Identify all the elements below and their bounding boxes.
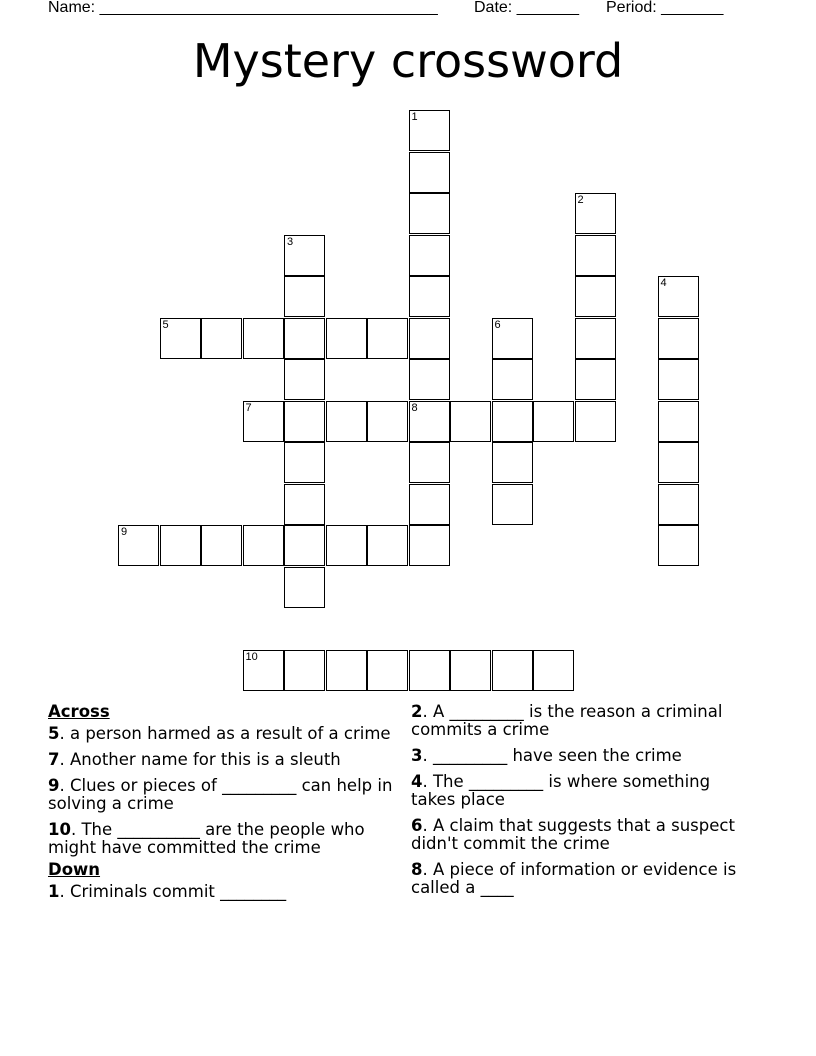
clue-number: 1: [48, 882, 60, 901]
grid-cell[interactable]: [284, 235, 325, 276]
clue-text: a person harmed as a result of a crime: [64, 724, 391, 743]
clue-number: 8: [411, 860, 423, 879]
grid-cell[interactable]: [575, 193, 616, 234]
period-mark: .: [422, 772, 428, 791]
clue-number: 5: [48, 724, 60, 743]
grid-cell[interactable]: [409, 484, 450, 525]
grid-cell[interactable]: [284, 401, 325, 442]
clue-text: Clues or pieces of _________ can help in solving a crime: [48, 776, 393, 813]
clue-number: 4: [411, 772, 423, 791]
clue-text: _________ have seen the crime: [427, 746, 682, 765]
grid-cell[interactable]: [284, 318, 325, 359]
clues-left-column: [48, 703, 393, 909]
cell-number: 4: [660, 277, 667, 289]
grid-cell[interactable]: [367, 650, 408, 691]
clue-number: 7: [48, 750, 60, 769]
clue-down-4: [411, 773, 756, 809]
grid-cell[interactable]: [658, 276, 699, 317]
grid-cell[interactable]: [284, 567, 325, 608]
grid-cell[interactable]: [284, 442, 325, 483]
period-mark: .: [59, 724, 65, 743]
period-mark: .: [70, 820, 77, 839]
grid-cell[interactable]: [533, 401, 574, 442]
period-mark: .: [59, 882, 65, 901]
cell-number: 6: [494, 318, 501, 331]
clue-text: A piece of information or evidence is called a ____: [411, 860, 737, 897]
grid-cell[interactable]: [367, 401, 408, 442]
name-field: Name: ______________________________________: [48, 0, 438, 16]
clue-across-5: [48, 725, 393, 743]
grid-cell[interactable]: [450, 650, 491, 691]
grid-cell[interactable]: [658, 318, 699, 359]
period-mark: .: [59, 750, 65, 769]
cell-number: 10: [245, 650, 258, 663]
grid-cell[interactable]: [492, 650, 533, 691]
grid-cell[interactable]: [533, 650, 574, 691]
grid-cell[interactable]: [284, 650, 325, 691]
grid-cell[interactable]: [409, 235, 450, 276]
grid-cell[interactable]: [201, 318, 242, 359]
grid-cell[interactable]: [450, 401, 491, 442]
grid-cell[interactable]: [243, 525, 284, 566]
period-mark: .: [422, 816, 428, 835]
clue-text: Another name for this is a sleuth: [64, 750, 341, 769]
cell-number: 2: [577, 194, 584, 206]
grid-cell[interactable]: [575, 359, 616, 400]
grid-cell[interactable]: [658, 359, 699, 400]
grid-cell[interactable]: [284, 276, 325, 317]
grid-cell[interactable]: [160, 318, 201, 359]
period-mark: .: [422, 860, 428, 879]
grid-cell[interactable]: [658, 525, 699, 566]
grid-cell[interactable]: [409, 152, 450, 193]
grid-cell[interactable]: [409, 359, 450, 400]
down-heading: Down: [48, 860, 101, 879]
grid-cell[interactable]: [326, 401, 367, 442]
clues-right-column: [411, 703, 756, 905]
grid-cell[interactable]: [367, 525, 408, 566]
grid-cell[interactable]: [118, 525, 159, 566]
cell-number: 3: [287, 235, 294, 248]
grid-cell[interactable]: [492, 359, 533, 400]
clue-across-10: [48, 821, 393, 857]
grid-cell[interactable]: [409, 442, 450, 483]
grid-cell[interactable]: [492, 318, 533, 359]
clue-down-6: [411, 817, 756, 853]
grid-cell[interactable]: [409, 276, 450, 317]
clue-number: 9: [48, 776, 60, 795]
grid-cell[interactable]: [658, 442, 699, 483]
grid-cell[interactable]: [658, 484, 699, 525]
grid-cell[interactable]: [492, 442, 533, 483]
grid-cell[interactable]: [575, 401, 616, 442]
clue-text: A claim that suggests that a suspect didn't commit the crime: [411, 816, 735, 853]
grid-cell[interactable]: [492, 401, 533, 442]
grid-cell[interactable]: [409, 401, 450, 442]
clue-text: The __________ are the people who might have committed the crime: [48, 820, 365, 857]
grid-cell[interactable]: [160, 525, 201, 566]
clue-down-8: [411, 861, 756, 897]
grid-cell[interactable]: [201, 525, 242, 566]
clue-text: Criminals commit ________: [64, 882, 287, 901]
grid-cell[interactable]: [409, 193, 450, 234]
grid-cell[interactable]: [284, 484, 325, 525]
clue-across-7: [48, 751, 393, 769]
clue-text: The _________ is where something takes place: [411, 772, 711, 809]
clue-number: 2: [411, 702, 423, 721]
grid-cell[interactable]: [575, 318, 616, 359]
grid-cell[interactable]: [575, 235, 616, 276]
clue-text: A _________ is the reason a criminal commits a crime: [411, 702, 723, 739]
clue-down-1: [48, 883, 393, 901]
across-heading: Across: [48, 702, 110, 721]
grid-cell[interactable]: [243, 650, 284, 691]
grid-cell[interactable]: [409, 525, 450, 566]
period-mark: .: [422, 746, 428, 765]
period-mark: .: [59, 776, 65, 795]
clue-number: 10: [48, 820, 71, 839]
cell-number: 5: [162, 318, 169, 331]
grid-cell[interactable]: [409, 650, 450, 691]
grid-cell[interactable]: [326, 318, 367, 359]
grid-cell[interactable]: [575, 276, 616, 317]
grid-cell[interactable]: [658, 401, 699, 442]
clue-across-9: [48, 777, 393, 813]
grid-cell[interactable]: [284, 359, 325, 400]
cell-number: 9: [121, 526, 128, 538]
date-field: Date: _______: [474, 0, 579, 16]
cell-number: 7: [245, 401, 252, 414]
period-mark: .: [422, 702, 428, 721]
period-field: Period: _______: [606, 0, 724, 16]
clue-down-2: [411, 703, 756, 739]
grid-cell[interactable]: [326, 525, 367, 566]
grid-cell[interactable]: [284, 525, 325, 566]
grid-cell[interactable]: [492, 484, 533, 525]
cell-number: 1: [411, 111, 418, 123]
page-title: Mystery crossword: [192, 34, 624, 88]
grid-cell[interactable]: [243, 401, 284, 442]
grid-cell[interactable]: [243, 318, 284, 359]
clue-down-3: [411, 747, 756, 765]
cell-number: 8: [411, 401, 418, 414]
grid-cell[interactable]: [367, 318, 408, 359]
clue-number: 3: [411, 746, 423, 765]
grid-cell[interactable]: [409, 318, 450, 359]
grid-cell[interactable]: [326, 650, 367, 691]
clue-number: 6: [411, 816, 423, 835]
grid-cell[interactable]: [409, 110, 450, 151]
